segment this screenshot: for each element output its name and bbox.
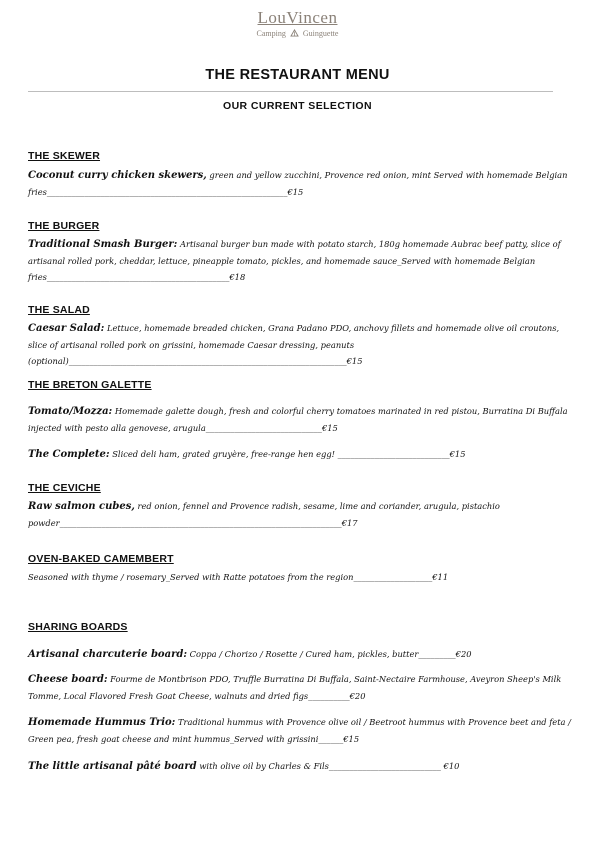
item-description: Lettuce, homemade breaded chicken, Grana Padano PDO, anchovy fillets and homemade olive oil croutons, slice of artisanal rolled pork on grissini, homemade Caesar dressing, peanuts (optional)___________________________________________________________________€15: [28, 323, 560, 366]
item-description: green and yellow zucchini, Provence red onion, mint Served with homemade Belgian fries__________________________________________________________€15: [28, 170, 568, 197]
menu-item: [28, 671, 573, 704]
page-subtitle: OUR CURRENT SELECTION: [223, 100, 372, 112]
item-name: The little artisanal pâté board: [28, 761, 197, 772]
item-description: red onion, fennel and Provence radish, sesame, lime and coriander, arugula, pistachio powder____________________________________________________________________€17: [28, 501, 500, 528]
item-name: The Complete:: [28, 449, 110, 460]
item-description: with olive oil by Charles & Fils___________________________ €10: [196, 761, 460, 771]
section-heading-salad: THE SALAD: [28, 304, 90, 316]
logo-sub-left: Camping: [256, 29, 286, 38]
section-heading-burger: THE BURGER: [28, 220, 100, 232]
item-description: Coppa / Chorizo / Rosette / Cured ham, pickles, butter_________€20: [187, 649, 472, 659]
section-heading-camembert: OVEN-BAKED CAMEMBERT: [28, 553, 174, 565]
item-name: Coconut curry chicken skewers,: [28, 170, 207, 181]
item-name: Homemade Hummus Trio:: [28, 717, 176, 728]
menu-item: [28, 320, 573, 369]
item-description: Sliced deli ham, grated gruyère, free-range hen egg! ___________________________€15: [109, 449, 466, 459]
item-name: Traditional Smash Burger:: [28, 239, 178, 250]
section-heading-ceviche: THE CEVICHE: [28, 482, 101, 494]
logo-name: LouVincen: [257, 8, 338, 27]
menu-item: [28, 446, 573, 463]
section-heading-sharing: SHARING BOARDS: [28, 621, 128, 633]
item-name: Caesar Salad:: [28, 323, 105, 334]
logo: [0, 8, 595, 38]
logo-sub-right: Guinguette: [302, 29, 339, 38]
menu-item: [28, 403, 573, 436]
item-name: Tomato/Mozza:: [28, 406, 113, 417]
item-description: Homemade galette dough, fresh and colorful cherry tomatoes marinated in red pistou, Burratina Di Buffala injected with pesto alla genovese, arugula____________________________€15: [28, 406, 568, 433]
item-name: Cheese board:: [28, 674, 108, 685]
menu-item: [28, 569, 573, 585]
menu-item: [28, 758, 573, 775]
menu-item: [28, 646, 573, 663]
tent-icon: [290, 29, 299, 37]
item-name: Raw salmon cubes,: [28, 501, 135, 512]
section-heading-skewer: THE SKEWER: [28, 150, 101, 162]
menu-item: [28, 498, 573, 531]
item-description: Artisanal burger bun made with potato starch, 180g homemade Aubrac beef patty, slice of artisanal rolled pork, cheddar, lettuce, pineapple tomato, pickles, and homemade sauce_Served with homemade Belgian fries____________________________________________€18: [28, 239, 561, 282]
menu-item: [28, 236, 573, 285]
section-heading-galette: THE BRETON GALETTE: [28, 379, 152, 391]
menu-item: [28, 714, 573, 747]
item-name: Artisanal charcuterie board:: [28, 649, 188, 660]
menu-item: [28, 167, 573, 200]
page-title: THE RESTAURANT MENU: [205, 67, 390, 83]
item-description: Seasoned with thyme / rosemary_Served with Ratte potatoes from the region___________________€11: [28, 572, 449, 582]
divider: [28, 91, 553, 92]
logo-subtitle: [0, 29, 595, 38]
item-description: Fourme de Montbrison PDO, Truffle Burratina Di Buffala, Saint-Nectaire Farmhouse, Aveyron Sheep's Milk Tomme, Local Flavored Fresh Goat Cheese, walnuts and dried figs__________€20: [28, 674, 562, 701]
item-description: Traditional hummus with Provence olive oil / Beetroot hummus with Provence beet and feta / Green pea, fresh goat cheese and mint hummus_Served with grissini______€15: [28, 717, 571, 744]
